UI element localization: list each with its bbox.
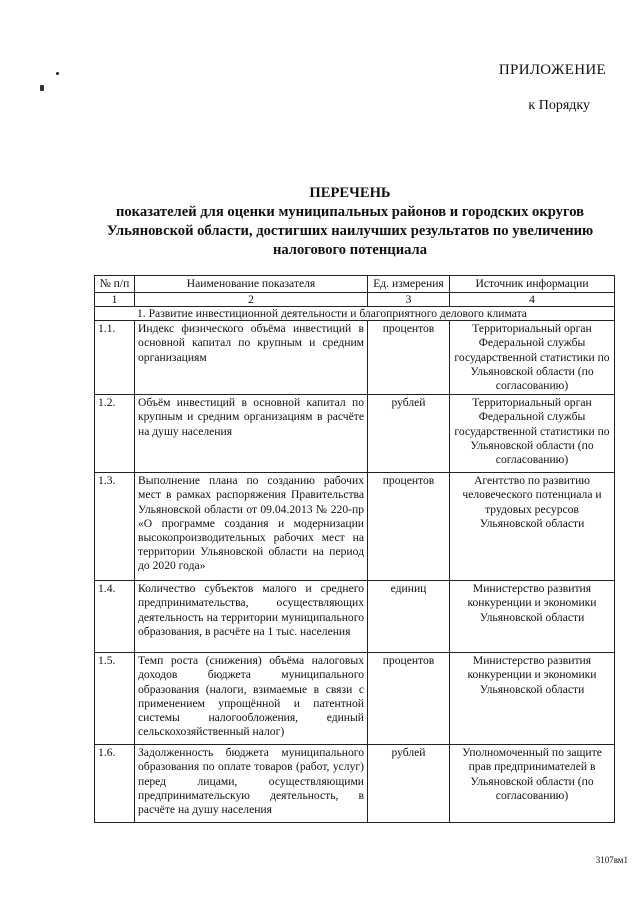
order-reference: к Порядку xyxy=(528,98,590,113)
header-unit: Ед. измерения xyxy=(368,276,450,293)
header-num: № п/п xyxy=(95,276,135,293)
title-line: налогового потенциала xyxy=(272,242,428,258)
row-name: Количество субъектов малого и среднего предпринимательства, осуществляющих деятельность на территории муниципального образования, в расчёте на 1 тыс. населения xyxy=(135,581,368,653)
scan-speck xyxy=(40,85,44,91)
table-row xyxy=(95,395,615,473)
indicators-table xyxy=(94,275,615,823)
row-num: 1.3. xyxy=(95,473,135,581)
row-name: Темп роста (снижения) объёма налоговых доходов бюджета муниципального образования (налоги, взимаемые в связи с применением упрощённой и патентной системы налогообложения, единый сельскохозяйственный налог) xyxy=(135,653,368,745)
row-source: Уполномоченный по защите прав предпринимателей в Ульяновской области (по согласованию) xyxy=(450,745,615,823)
document-stamp: 3107вм1 xyxy=(595,855,628,865)
row-num: 1.1. xyxy=(95,321,135,395)
table-header-row xyxy=(95,276,615,293)
row-name: Индекс физического объёма инвестиций в основной капитал по крупным и средним организациям xyxy=(135,321,368,395)
row-unit: рублей xyxy=(368,395,450,473)
row-name: Задолженность бюджета муниципального образования по оплате товаров (работ, услуг) перед лицами, осуществляющими предпринимательскую деятельность, в расчёте на душу населения xyxy=(135,745,368,823)
column-index: 4 xyxy=(450,293,615,307)
row-unit: процентов xyxy=(368,321,450,395)
title-line: Ульяновской области, достигших наилучших результатов по увеличению xyxy=(106,223,594,239)
scan-speck xyxy=(56,72,59,75)
column-index-row xyxy=(95,293,615,307)
appendix-label: ПРИЛОЖЕНИЕ xyxy=(498,62,606,78)
row-unit: процентов xyxy=(368,653,450,745)
row-source: Территориальный орган Федеральной службы государственной статистики по Ульяновской области (по согласованию) xyxy=(450,321,615,395)
row-num: 1.5. xyxy=(95,653,135,745)
section-row xyxy=(95,307,615,321)
row-unit: единиц xyxy=(368,581,450,653)
row-source: Территориальный орган Федеральной службы государственной статистики по Ульяновской области (по согласованию) xyxy=(450,395,615,473)
document-title xyxy=(70,184,630,260)
table-row xyxy=(95,473,615,581)
row-source: Министерство развития конкуренции и экономики Ульяновской области xyxy=(450,581,615,653)
table-row xyxy=(95,745,615,823)
row-unit: рублей xyxy=(368,745,450,823)
table-row xyxy=(95,581,615,653)
row-unit: процентов xyxy=(368,473,450,581)
title-line: ПЕРЕЧЕНЬ xyxy=(309,185,391,201)
title-line: показателей для оценки муниципальных районов и городских округов xyxy=(115,204,585,220)
column-index: 2 xyxy=(135,293,368,307)
table-row xyxy=(95,653,615,745)
column-index: 3 xyxy=(368,293,450,307)
row-source: Агентство по развитию человеческого потенциала и трудовых ресурсов Ульяновской области xyxy=(450,473,615,581)
section-title: 1. Развитие инвестиционной деятельности и благоприятного делового климата xyxy=(95,307,615,321)
row-name: Объём инвестиций в основной капитал по крупным и средним организациям в расчёте на душу населения xyxy=(135,395,368,473)
row-source: Министерство развития конкуренции и экономики Ульяновской области xyxy=(450,653,615,745)
column-index: 1 xyxy=(95,293,135,307)
header-source: Источник информации xyxy=(450,276,615,293)
row-num: 1.4. xyxy=(95,581,135,653)
row-num: 1.2. xyxy=(95,395,135,473)
header-name: Наименование показателя xyxy=(135,276,368,293)
row-name: Выполнение плана по созданию рабочих мест в рамках распоряжения Правительства Ульяновской области от 09.04.2013 № 220-пр «О программе создания и модернизации высокопроизводительных рабочих мест на территории Ульяновской области на период до 2020 года» xyxy=(135,473,368,581)
table-row xyxy=(95,321,615,395)
row-num: 1.6. xyxy=(95,745,135,823)
